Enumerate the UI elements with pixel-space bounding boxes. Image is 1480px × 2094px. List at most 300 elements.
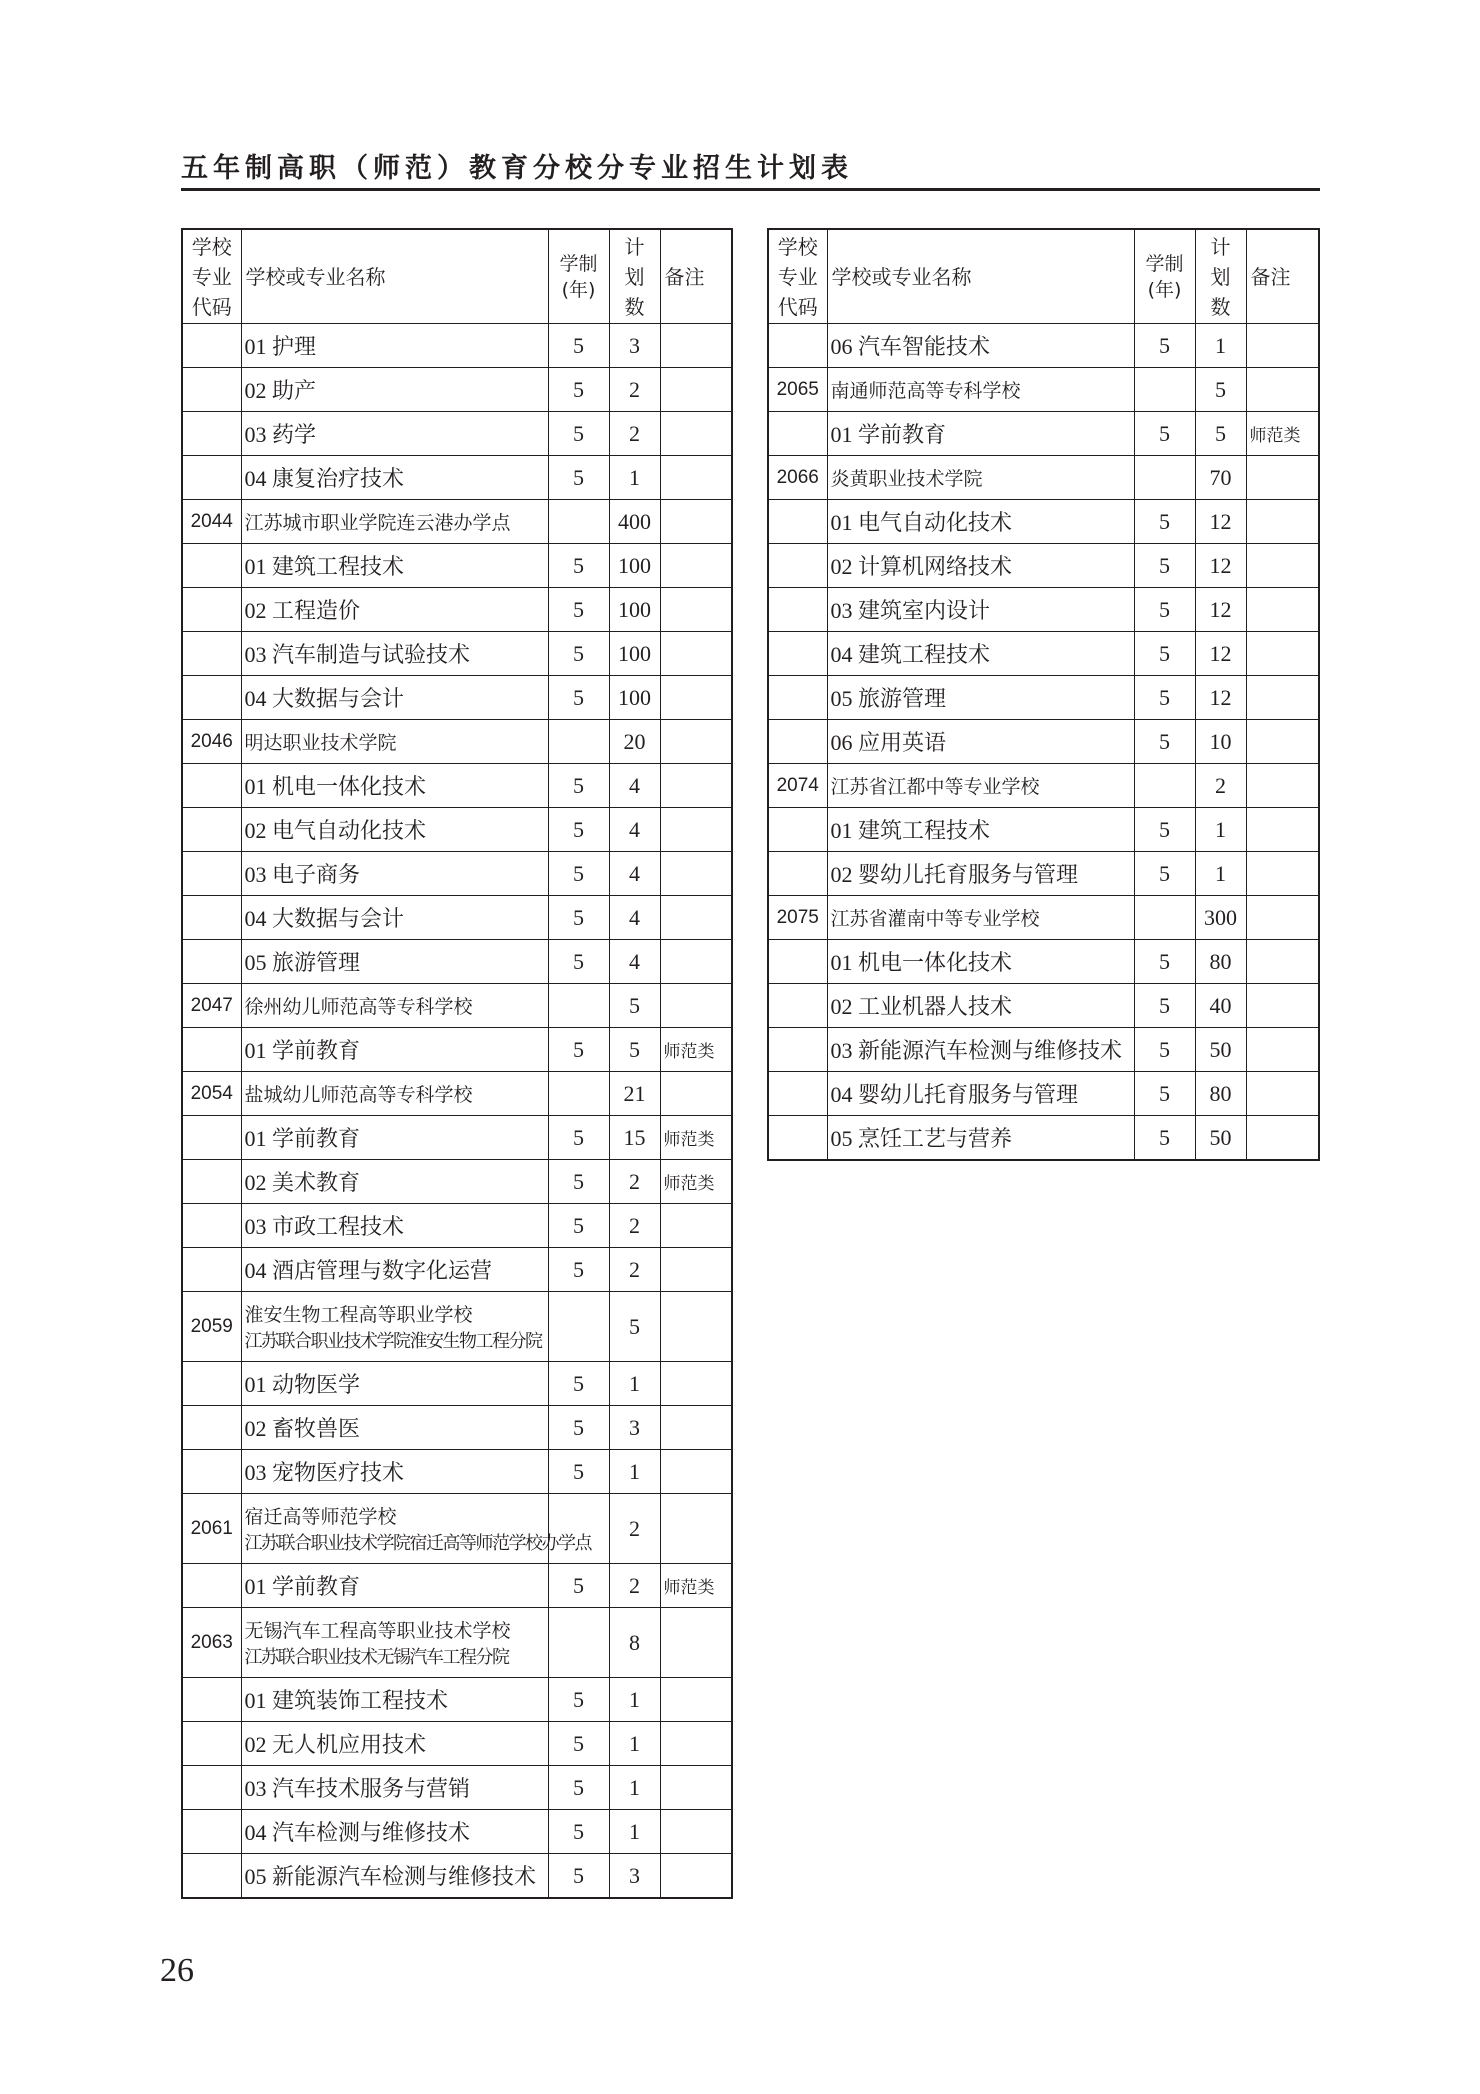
major-name [241,1362,548,1406]
school-code [768,588,827,632]
plan-count: 1 [609,456,660,500]
school-row [182,720,732,764]
note [1246,720,1319,764]
plan-count: 3 [609,1854,660,1899]
school-code [768,676,827,720]
name-line: 01 机电一体化技术 [244,774,427,799]
name-line: 01 电气自动化技术 [830,510,1013,535]
duration-years: 5 [548,1204,609,1248]
note [660,1608,732,1678]
plan-count: 12 [1195,632,1246,676]
name-line: 05 旅游管理 [830,686,947,711]
school-code [182,544,241,588]
name-line: 04 大数据与会计 [244,906,405,931]
school-row [182,1608,732,1678]
major-row [768,808,1319,852]
name-line: 01 学前教育 [244,1038,361,1063]
major-name [827,808,1134,852]
major-row [182,940,732,984]
school-code [768,1028,827,1072]
school-code [182,1204,241,1248]
duration-years: 5 [548,1362,609,1406]
duration-years: 5 [1134,984,1195,1028]
major-row [182,588,732,632]
school-row [768,456,1319,500]
school-code: 2065 [768,368,827,412]
school-code [182,676,241,720]
school-row [182,500,732,544]
major-name [827,412,1134,456]
major-name [241,1810,548,1854]
plan-count: 100 [609,588,660,632]
major-row [768,588,1319,632]
duration-years: 5 [548,1722,609,1766]
header-row [182,229,732,324]
note [660,852,732,896]
name-line: 04 婴幼儿托育服务与管理 [830,1082,1079,1107]
plan-count: 12 [1195,676,1246,720]
school-code: 2059 [182,1292,241,1362]
note [1246,808,1319,852]
major-name [827,588,1134,632]
name-line: 06 汽车智能技术 [830,334,991,359]
note [1246,500,1319,544]
major-name [827,676,1134,720]
plan-count: 4 [609,896,660,940]
plan-count: 2 [609,1564,660,1608]
header-code [768,229,827,324]
school-name [241,720,548,764]
school-code: 2063 [182,1608,241,1678]
duration-years: 5 [1134,940,1195,984]
plan-count: 80 [1195,1072,1246,1116]
major-name [827,1072,1134,1116]
major-row [182,808,732,852]
plan-count: 40 [1195,984,1246,1028]
duration-years: 5 [1134,324,1195,368]
duration-years: 5 [548,808,609,852]
note [660,1766,732,1810]
plan-count: 5 [1195,412,1246,456]
name-line: 明达职业技术学院 [244,732,397,754]
name-line: 01 护理 [244,334,317,359]
duration-years: 5 [1134,632,1195,676]
name-line: 宿迁高等师范学校 [244,1506,397,1528]
note [1246,1116,1319,1161]
note [1246,1028,1319,1072]
duration-years: 5 [548,1248,609,1292]
note [1246,676,1319,720]
note [1246,588,1319,632]
school-code [768,412,827,456]
major-name [241,632,548,676]
major-row [768,324,1319,368]
page-title: 五年制高职（师范）教育分校分专业招生计划表 [181,153,853,184]
plan-count: 50 [1195,1116,1246,1161]
major-row [182,1450,732,1494]
major-row [182,324,732,368]
header-plan-line: 计 [624,234,645,259]
name-line: 01 建筑装饰工程技术 [244,1688,449,1713]
name-line: 01 动物医学 [244,1372,361,1397]
major-name [827,720,1134,764]
major-row [182,1678,732,1722]
plan-count: 15 [609,1116,660,1160]
duration-years: 5 [1134,588,1195,632]
header-row [768,229,1319,324]
duration-years: 5 [548,588,609,632]
school-code [182,1564,241,1608]
major-row [182,1116,732,1160]
school-code: 2054 [182,1072,241,1116]
name-line: 南通师范高等专科学校 [830,380,1021,402]
plan-count: 100 [609,632,660,676]
plan-count: 2 [609,1160,660,1204]
note [660,588,732,632]
duration-years: 5 [548,456,609,500]
name-line: 02 电气自动化技术 [244,818,427,843]
duration-years: 5 [548,1450,609,1494]
school-name [827,764,1134,808]
header-years [548,229,609,324]
name-line: 01 机电一体化技术 [830,950,1013,975]
duration-years: 5 [548,1564,609,1608]
plan-count: 70 [1195,456,1246,500]
school-code [768,808,827,852]
school-row [182,1292,732,1362]
duration-years: 5 [548,1116,609,1160]
note: 师范类 [660,1116,732,1160]
major-name [241,1248,548,1292]
note [1246,544,1319,588]
major-row [768,940,1319,984]
major-row [182,368,732,412]
school-code [182,896,241,940]
name-line: 03 宠物医疗技术 [244,1460,405,1485]
title-divider [181,188,1320,191]
note [660,940,732,984]
school-code [768,324,827,368]
header-code-line: 代码 [777,294,818,319]
plan-count: 5 [609,1028,660,1072]
plan-count: 400 [609,500,660,544]
school-name [241,1072,548,1116]
plan-count: 12 [1195,588,1246,632]
school-code [182,852,241,896]
major-name [827,632,1134,676]
major-name [241,1204,548,1248]
note [660,1810,732,1854]
note [660,632,732,676]
duration-years: 5 [548,764,609,808]
name-line: 04 汽车检测与维修技术 [244,1820,471,1845]
school-name [827,368,1134,412]
note [1246,632,1319,676]
plan-count: 8 [609,1608,660,1678]
name-line: 03 汽车制造与试验技术 [244,642,471,667]
name-line: 02 无人机应用技术 [244,1732,427,1757]
header-plan-line: 计 [1210,234,1231,259]
note: 师范类 [660,1564,732,1608]
name-line: 01 学前教育 [244,1574,361,1599]
name-line: 02 计算机网络技术 [830,554,1013,579]
school-code [182,1810,241,1854]
note [1246,1072,1319,1116]
major-row [182,1362,732,1406]
duration-years: 5 [548,676,609,720]
major-row [768,632,1319,676]
name-line: 05 烹饪工艺与营养 [830,1126,1013,1151]
plan-count: 100 [609,676,660,720]
note [660,1362,732,1406]
duration-years: 5 [548,368,609,412]
name-line: 02 工业机器人技术 [830,994,1013,1019]
header-years-line: 学制 [1145,252,1184,275]
major-row [768,676,1319,720]
duration-years: 5 [548,896,609,940]
header-years-line: 学制 [559,252,598,275]
name-line: 01 学前教育 [244,1126,361,1151]
school-row [182,1072,732,1116]
school-code: 2075 [768,896,827,940]
duration-years: 5 [548,544,609,588]
school-code [182,324,241,368]
major-name [827,940,1134,984]
note [660,1854,732,1899]
school-code: 2061 [182,1494,241,1564]
name-line: 无锡汽车工程高等职业技术学校 [244,1620,511,1642]
major-name [241,1854,548,1899]
duration-years: 5 [548,852,609,896]
name-line: 02 婴幼儿托育服务与管理 [830,862,1079,887]
header-code-line: 学校 [777,234,818,259]
major-name [241,544,548,588]
note [660,368,732,412]
duration-years: 5 [548,324,609,368]
school-code: 2066 [768,456,827,500]
name-line: 江苏城市职业学院连云港办学点 [244,512,511,534]
school-code [768,1116,827,1161]
note [660,1292,732,1362]
plan-count: 1 [609,1450,660,1494]
duration-years [548,1608,609,1678]
name-line: 江苏省江都中等专业学校 [830,776,1040,798]
plan-count: 10 [1195,720,1246,764]
header-plan-line: 划 [624,264,645,289]
name-line: 03 新能源汽车检测与维修技术 [830,1038,1123,1063]
major-row [182,852,732,896]
name-line: 05 新能源汽车检测与维修技术 [244,1864,537,1889]
name-line: 02 助产 [244,378,317,403]
plan-count: 2 [609,412,660,456]
school-row [182,984,732,1028]
duration-years [1134,456,1195,500]
plan-count: 100 [609,544,660,588]
name-line: 01 建筑工程技术 [830,818,991,843]
plan-count: 5 [1195,368,1246,412]
note [660,1204,732,1248]
duration-years [1134,368,1195,412]
plan-count: 3 [609,324,660,368]
duration-years [548,720,609,764]
major-row [768,1028,1319,1072]
major-name [827,544,1134,588]
school-code [768,632,827,676]
school-code [768,852,827,896]
plan-count: 2 [609,1248,660,1292]
school-code [768,984,827,1028]
plan-count: 1 [609,1678,660,1722]
plan-count: 1 [1195,324,1246,368]
duration-years [548,500,609,544]
duration-years [1134,896,1195,940]
major-row [768,984,1319,1028]
note [1246,852,1319,896]
school-code [182,764,241,808]
major-name [241,1678,548,1722]
plan-count: 2 [609,1204,660,1248]
note [660,764,732,808]
major-name [241,808,548,852]
name-line: 06 应用英语 [830,730,947,755]
note [660,720,732,764]
header-years [1134,229,1195,324]
school-code [182,1116,241,1160]
school-code [182,456,241,500]
note [1246,324,1319,368]
major-row [768,412,1319,456]
header-code-line: 学校 [191,234,232,259]
header-years-line: (年) [561,278,596,301]
note [660,500,732,544]
major-row [182,676,732,720]
name-line: 04 大数据与会计 [244,686,405,711]
major-row [182,1028,732,1072]
major-row [182,1406,732,1450]
name-line: 江苏联合职业技术无锡汽车工程分院 [244,1647,509,1668]
major-row [182,896,732,940]
enrollment-table-left [181,228,733,1899]
name-line: 03 市政工程技术 [244,1214,405,1239]
school-row [768,368,1319,412]
header-plan-line: 数 [1210,294,1231,319]
enrollment-table-right [767,228,1320,1161]
name-line: 03 药学 [244,422,317,447]
note [660,1406,732,1450]
note [660,456,732,500]
header-name: 学校或专业名称 [827,229,1134,324]
note: 师范类 [660,1160,732,1204]
plan-count: 12 [1195,544,1246,588]
major-row [768,500,1319,544]
school-name [241,500,548,544]
school-code [182,1722,241,1766]
plan-count: 4 [609,764,660,808]
duration-years: 5 [548,1678,609,1722]
school-code [182,940,241,984]
plan-count: 5 [609,1292,660,1362]
school-code [182,588,241,632]
major-row [768,720,1319,764]
duration-years: 5 [1134,852,1195,896]
duration-years [548,984,609,1028]
duration-years: 5 [548,412,609,456]
school-code [182,368,241,412]
school-code [768,544,827,588]
school-code: 2074 [768,764,827,808]
name-line: 03 汽车技术服务与营销 [244,1776,471,1801]
note [660,676,732,720]
duration-years: 5 [548,1766,609,1810]
duration-years: 5 [1134,412,1195,456]
major-row [182,1204,732,1248]
plan-count: 1 [1195,808,1246,852]
school-name [827,456,1134,500]
header-plan [609,229,660,324]
note [1246,984,1319,1028]
name-line: 02 美术教育 [244,1170,361,1195]
note [660,1248,732,1292]
major-name [241,676,548,720]
plan-count: 2 [609,368,660,412]
header-years-line: (年) [1147,278,1182,301]
school-name [241,1292,548,1362]
plan-count: 2 [1195,764,1246,808]
note [660,544,732,588]
duration-years: 5 [1134,720,1195,764]
plan-count: 50 [1195,1028,1246,1072]
plan-count: 5 [609,984,660,1028]
major-row [182,1160,732,1204]
name-line: 04 康复治疗技术 [244,466,405,491]
plan-count: 300 [1195,896,1246,940]
header-code [182,229,241,324]
name-line: 01 建筑工程技术 [244,554,405,579]
name-line: 03 建筑室内设计 [830,598,991,623]
duration-years: 5 [1134,544,1195,588]
major-row [768,852,1319,896]
school-code [182,1028,241,1072]
school-code [182,1362,241,1406]
name-line: 02 工程造价 [244,598,361,623]
major-row [182,412,732,456]
note [660,984,732,1028]
school-code [768,720,827,764]
name-line: 05 旅游管理 [244,950,361,975]
major-name [241,412,548,456]
school-code: 2044 [182,500,241,544]
school-code [768,1072,827,1116]
major-name [827,984,1134,1028]
name-line: 盐城幼儿师范高等专科学校 [244,1084,473,1106]
duration-years: 5 [1134,676,1195,720]
major-row [182,764,732,808]
name-line: 02 畜牧兽医 [244,1416,361,1441]
name-line: 04 酒店管理与数字化运营 [244,1258,493,1283]
major-name [827,1028,1134,1072]
duration-years [548,1072,609,1116]
header-plan-line: 数 [624,294,645,319]
major-row [768,544,1319,588]
major-row [182,1810,732,1854]
major-name [241,1028,548,1072]
major-row [182,1722,732,1766]
plan-count: 80 [1195,940,1246,984]
plan-count: 2 [609,1494,660,1564]
major-name [241,588,548,632]
name-line: 04 建筑工程技术 [830,642,991,667]
name-line: 01 学前教育 [830,422,947,447]
